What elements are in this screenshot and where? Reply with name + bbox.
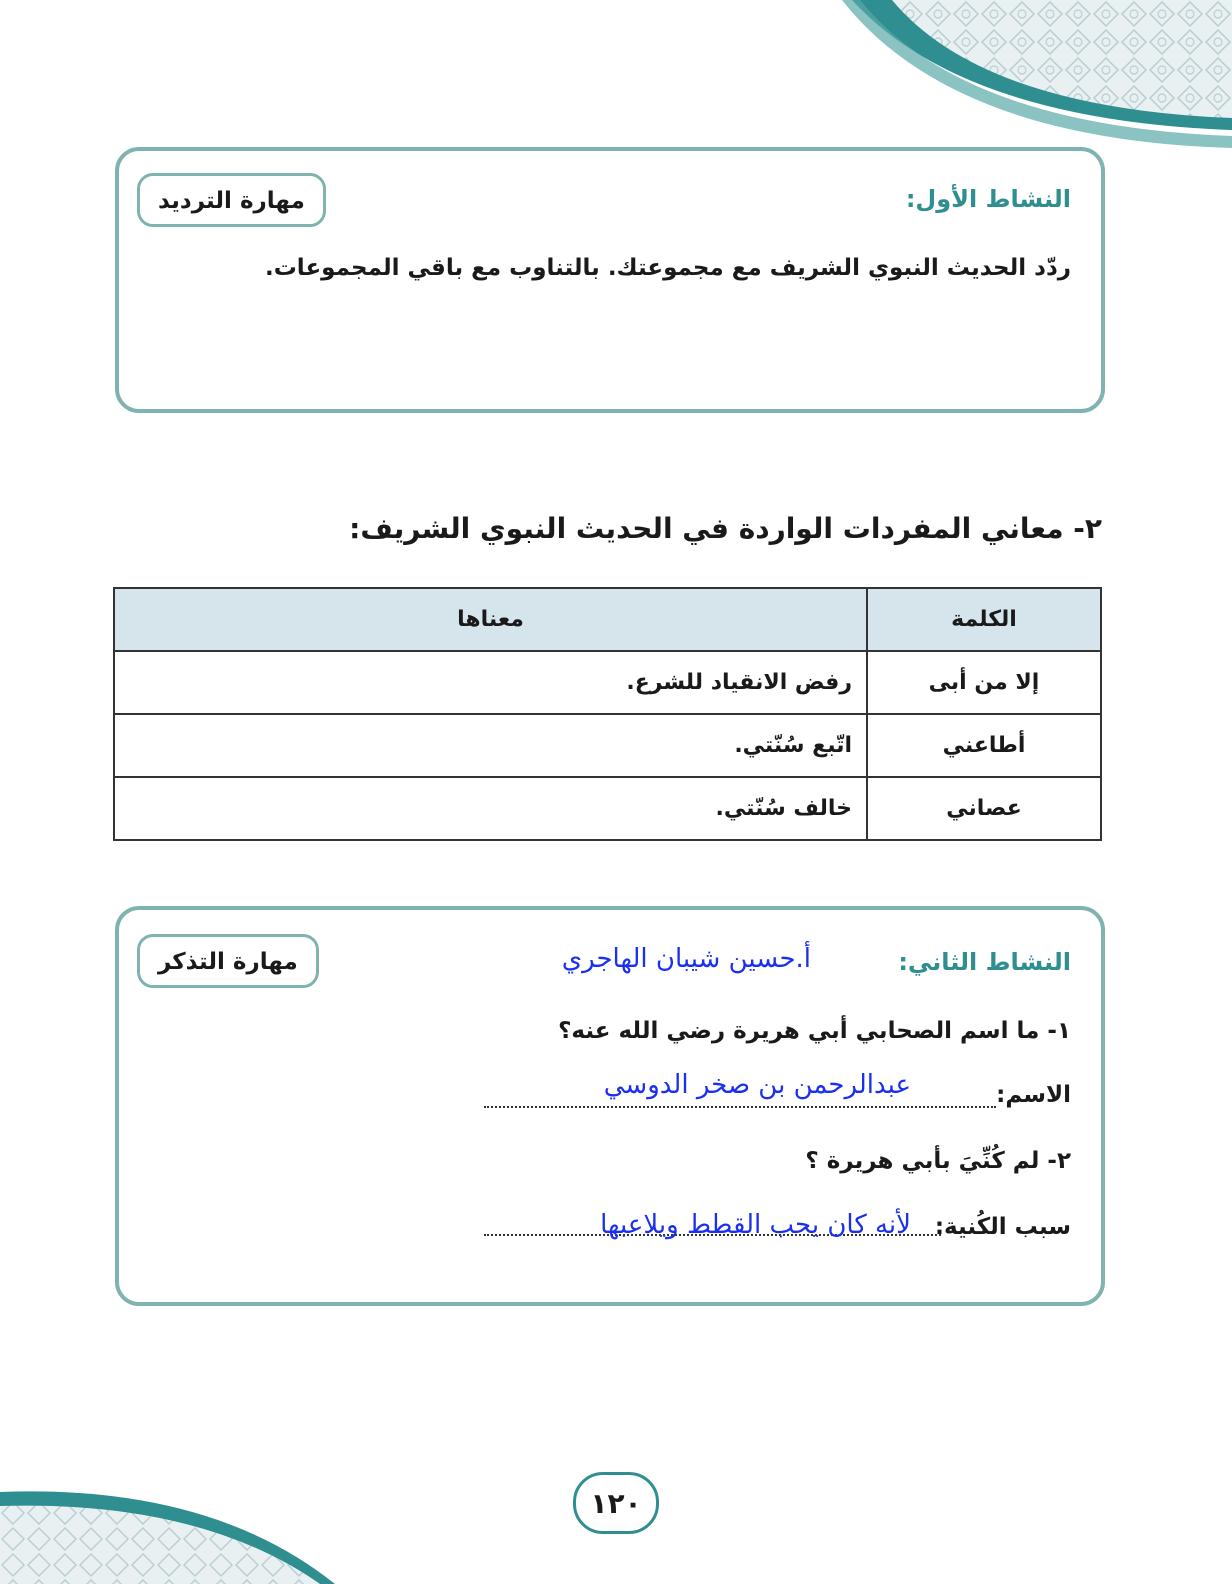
name-answer[interactable]: عبدالرحمن بن صخر الدوسي — [603, 1070, 911, 1100]
word-cell: أطاعني — [867, 714, 1101, 777]
reason-label: سبب الكُنية: — [934, 1214, 1071, 1240]
name-label: الاسم: — [996, 1082, 1071, 1108]
skill-badge-recall: مهارة التذكر — [137, 934, 319, 988]
activity-one-title: النشاط الأول: — [905, 185, 1071, 213]
question-two: ٢- لم كُنِّيَ بأبي هريرة ؟ — [805, 1148, 1071, 1174]
activity-one-box — [115, 147, 1105, 413]
table-header-row — [114, 588, 1101, 651]
page-number: ١٢٠ — [573, 1472, 659, 1534]
meaning-cell: اتّبع سُنّتي. — [114, 714, 867, 777]
activity-one-instruction: ردّد الحديث النبوي الشريف مع مجموعتك. بالتناوب مع باقي المجموعات. — [264, 255, 1071, 281]
word-cell: عصاني — [867, 777, 1101, 840]
table-row — [114, 714, 1101, 777]
vocabulary-table — [113, 587, 1102, 841]
header-meaning: معناها — [114, 588, 867, 651]
meaning-cell: رفض الانقياد للشرع. — [114, 651, 867, 714]
name-answer-line — [484, 1106, 996, 1108]
question-one: ١- ما اسم الصحابي أبي هريرة رضي الله عنه؟ — [558, 1018, 1071, 1044]
header-word: الكلمة — [867, 588, 1101, 651]
table-row — [114, 777, 1101, 840]
activity-two-title: النشاط الثاني: — [898, 948, 1071, 976]
reason-answer[interactable]: لأنه كان يحب القطط ويلاعبها — [600, 1210, 911, 1240]
section-heading: ٢- معاني المفردات الواردة في الحديث النبوي الشريف: — [349, 512, 1102, 545]
skill-badge-repetition: مهارة الترديد — [137, 173, 326, 227]
activity-two-box — [115, 906, 1105, 1306]
meaning-cell: خالف سُنّتي. — [114, 777, 867, 840]
footer-decoration — [0, 1474, 340, 1584]
word-cell: إلا من أبى — [867, 651, 1101, 714]
header-decoration — [812, 0, 1232, 150]
teacher-name-handwriting: أ.حسين شيبان الهاجري — [561, 944, 811, 974]
table-row — [114, 651, 1101, 714]
